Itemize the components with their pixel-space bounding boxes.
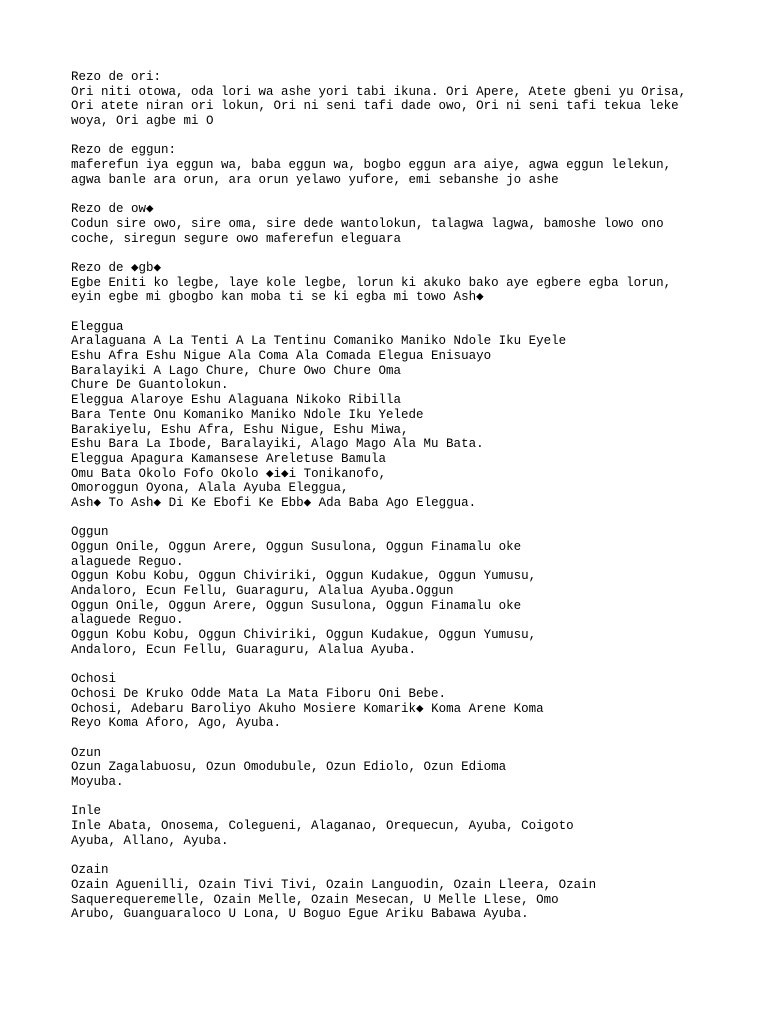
text-line: Oggun Onile, Oggun Arere, Oggun Susulona, Oggun Finamalu oke xyxy=(71,540,522,554)
text-line: Omu Bata Okolo Fofo Okolo ◆i◆i Tonikanofo, xyxy=(71,466,387,481)
text-line: coche, siregun segure owo maferefun eleguara xyxy=(71,231,402,246)
text-line: eyin egbe mi gbogbo kan moba ti se ki egba mi towo Ash◆ xyxy=(71,290,484,305)
section-heading: Ozain xyxy=(71,863,109,878)
section-heading: Rezo de ◆gb◆ xyxy=(71,260,162,275)
text-line: Ori atete niran ori lokun, Ori ni seni tafi dade owo, Ori ni seni tafi tekua leke xyxy=(71,99,679,114)
text-line: Ochosi, Adebaru Baroliyo Akuho Mosiere Komarik◆ Koma Arene Koma xyxy=(71,701,544,716)
text-line: Moyuba. xyxy=(71,775,124,789)
text-line: agwa banle ara orun, ara orun yelawo yufore, emi sebanshe jo ashe xyxy=(71,172,559,187)
text-line: Inle Abata, Onosema, Colegueni, Alaganao, Orequecun, Ayuba, Coigoto xyxy=(71,819,574,834)
prayer-ori xyxy=(71,70,751,129)
section-heading: Oggun xyxy=(71,525,109,540)
text-line: woya, Ori agbe mi O xyxy=(71,114,214,129)
section-heading: Ozun xyxy=(71,745,102,760)
section-heading: Rezo de eggun: xyxy=(71,143,177,158)
text-line: Baralayiki A Lago Chure, Chure Owo Chure Oma xyxy=(71,363,402,378)
text-line: Bara Tente Onu Komaniko Maniko Ndole Iku Yelede xyxy=(71,407,424,422)
text-line: Saquerequeremelle, Ozain Melle, Ozain Mesecan, U Melle Llese, Omo xyxy=(71,892,559,907)
section-heading: Ochosi xyxy=(71,672,117,687)
text-line: Codun sire owo, sire oma, sire dede wantolokun, talagwa lagwa, bamoshe lowo ono xyxy=(71,216,664,231)
text-line: Eleggua Apagura Kamansese Areletuse Bamula xyxy=(71,451,387,466)
text-line: Ozain Aguenilli, Ozain Tivi Tivi, Ozain Languodin, Ozain Lleera, Ozain xyxy=(71,877,597,892)
section-heading: Inle xyxy=(71,804,102,819)
text-line: Ochosi De Kruko Odde Mata La Mata Fiboru Oni Bebe. xyxy=(71,686,447,701)
text-line: Reyo Koma Aforo, Ago, Ayuba. xyxy=(71,716,282,731)
section-heading: Rezo de ow◆ xyxy=(71,202,154,217)
text-line: alaguede Reguo. xyxy=(71,613,184,628)
text-line: Eshu Bara La Ibode, Baralayiki, Alago Mago Ala Mu Bata. xyxy=(71,437,484,452)
text-line: Arubo, Guanguaraloco U Lona, U Boguo Egue Ariku Babawa Ayuba. xyxy=(71,907,529,922)
text-line: Ayuba, Allano, Ayuba. xyxy=(71,833,229,848)
section-heading: Rezo de ori: xyxy=(71,70,162,84)
text-line: Eleggua Alaroye Eshu Alaguana Nikoko Ribilla xyxy=(71,393,402,408)
section-heading: Eleggua xyxy=(71,319,124,334)
text-line: Oggun Kobu Kobu, Oggun Chiviriki, Oggun Kudakue, Oggun Yumusu, xyxy=(71,628,537,643)
text-line: Chure De Guantolokun. xyxy=(71,378,229,393)
text-line: Egbe Eniti ko legbe, laye kole legbe, lorun ki akuko bako aye egbere egba lorun, xyxy=(71,275,672,290)
document-page xyxy=(71,70,751,937)
text-line: Omoroggun Oyona, Alala Ayuba Eleggua, xyxy=(71,481,349,496)
text-line: Oggun Onile, Oggun Arere, Oggun Susulona, Oggun Finamalu oke xyxy=(71,598,522,613)
text-line: Andaloro, Ecun Fellu, Guaraguru, Alalua Ayuba.Oggun xyxy=(71,584,454,599)
prayer-inle xyxy=(71,804,751,848)
text-line: Ori niti otowa, oda lori wa ashe yori tabi ikuna. Ori Apere, Atete gbeni yu Orisa, xyxy=(71,84,687,99)
text-line: Oggun Kobu Kobu, Oggun Chiviriki, Oggun Kudakue, Oggun Yumusu, xyxy=(71,569,537,584)
prayer-egbe xyxy=(71,261,751,305)
prayer-ozain xyxy=(71,863,751,922)
prayer-eggun xyxy=(71,143,751,187)
text-line: Barakiyelu, Eshu Afra, Eshu Nigue, Eshu Miwa, xyxy=(71,422,409,437)
prayer-oggun xyxy=(71,525,751,657)
prayer-eleggua xyxy=(71,320,751,511)
prayer-ochosi xyxy=(71,672,751,731)
text-line: Aralaguana A La Tenti A La Tentinu Comaniko Maniko Ndole Iku Eyele xyxy=(71,334,567,349)
text-line: Eshu Afra Eshu Nigue Ala Coma Ala Comada Elegua Enisuayo xyxy=(71,349,492,364)
text-line: maferefun iya eggun wa, baba eggun wa, bogbo eggun ara aiye, agwa eggun lelekun, xyxy=(71,158,672,173)
prayer-owo xyxy=(71,202,751,246)
prayer-ozun xyxy=(71,746,751,790)
text-line: Ash◆ To Ash◆ Di Ke Ebofi Ke Ebb◆ Ada Baba Ago Eleggua. xyxy=(71,495,477,510)
text-line: Ozun Zagalabuosu, Ozun Omodubule, Ozun Ediolo, Ozun Edioma xyxy=(71,760,507,775)
text-line: alaguede Reguo. xyxy=(71,554,184,569)
text-line: Andaloro, Ecun Fellu, Guaraguru, Alalua Ayuba. xyxy=(71,642,417,657)
